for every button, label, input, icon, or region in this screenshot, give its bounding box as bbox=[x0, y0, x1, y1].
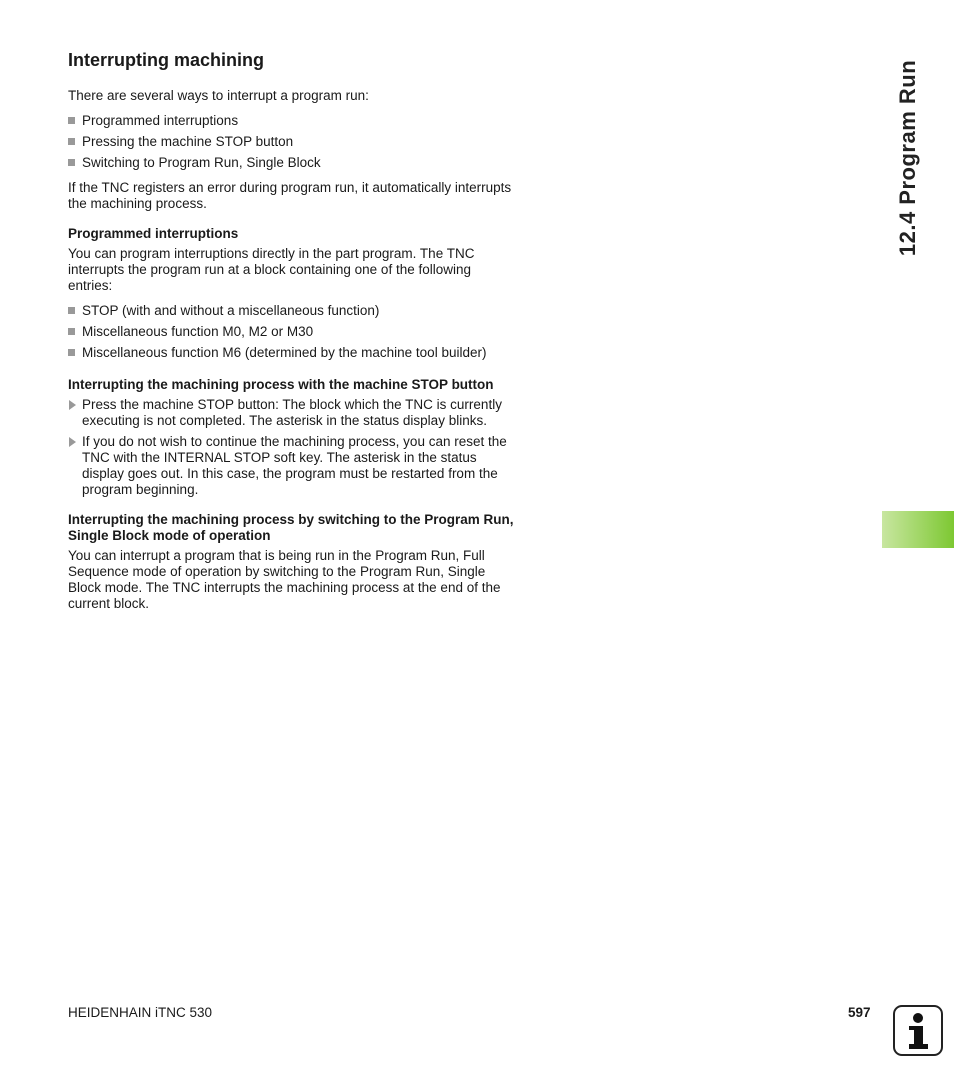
intro-text: There are several ways to interrupt a program run: bbox=[68, 88, 369, 103]
square-bullet-icon bbox=[68, 328, 75, 335]
square-bullet-icon bbox=[68, 117, 75, 124]
square-bullet-icon bbox=[68, 138, 75, 145]
list-item: Miscellaneous function M0, M2 or M30 bbox=[68, 324, 518, 340]
programmed-entries bbox=[68, 303, 518, 361]
list-item: Programmed interruptions bbox=[68, 113, 518, 129]
programmed-text: You can program interruptions directly in the part program. The TNC interrupts the program run at a block containing one of the following entries: bbox=[68, 246, 475, 293]
arrow-bullet-icon bbox=[69, 437, 76, 447]
square-bullet-icon bbox=[68, 159, 75, 166]
chapter-title: 12.4 Program Run bbox=[895, 59, 920, 257]
square-bullet-icon bbox=[68, 349, 75, 356]
footer-product: HEIDENHAIN iTNC 530 bbox=[68, 1005, 213, 1020]
square-bullet-icon bbox=[68, 307, 75, 314]
info-dot bbox=[913, 1013, 923, 1023]
programmed-heading: Programmed interruptions bbox=[68, 226, 239, 241]
list-item: If you do not wish to continue the machining process, you can reset the TNC with the INTERNAL STOP soft key. The asterisk in the status display goes out. In this case, the program must be restarted from the program beginning. bbox=[68, 434, 518, 498]
ways-list bbox=[68, 113, 518, 171]
list-item: Press the machine STOP button: The block which the TNC is currently executing is not completed. The asterisk in the status display blinks. bbox=[68, 397, 518, 429]
error-note: If the TNC registers an error during program run, it automatically interrupts the machining process. bbox=[68, 180, 512, 211]
info-icon bbox=[893, 1005, 943, 1056]
stop-button-heading: Interrupting the machining process with the machine STOP button bbox=[68, 377, 494, 392]
section-title: Interrupting machining bbox=[68, 50, 264, 70]
list-item: STOP (with and without a miscellaneous function) bbox=[68, 303, 518, 319]
list-item: Pressing the machine STOP button bbox=[68, 134, 518, 150]
list-item: Switching to Program Run, Single Block bbox=[68, 155, 518, 171]
arrow-bullet-icon bbox=[69, 400, 76, 410]
single-block-heading: Interrupting the machining process by switching to the Program Run, Single Block mode of operation bbox=[68, 512, 514, 543]
page-number: 597 bbox=[848, 1005, 871, 1020]
stop-button-steps bbox=[68, 397, 518, 498]
chapter-sidebar bbox=[878, 38, 938, 278]
info-base bbox=[909, 1044, 928, 1049]
page-content bbox=[68, 48, 518, 621]
single-block-text: You can interrupt a program that is being run in the Program Run, Full Sequence mode of operation by switching to the Program Run, Single Block mode. The TNC interrupts the machining process at the end of the current block. bbox=[68, 548, 501, 611]
chapter-tab bbox=[882, 511, 954, 548]
list-item: Miscellaneous function M6 (determined by the machine tool builder) bbox=[68, 345, 518, 361]
